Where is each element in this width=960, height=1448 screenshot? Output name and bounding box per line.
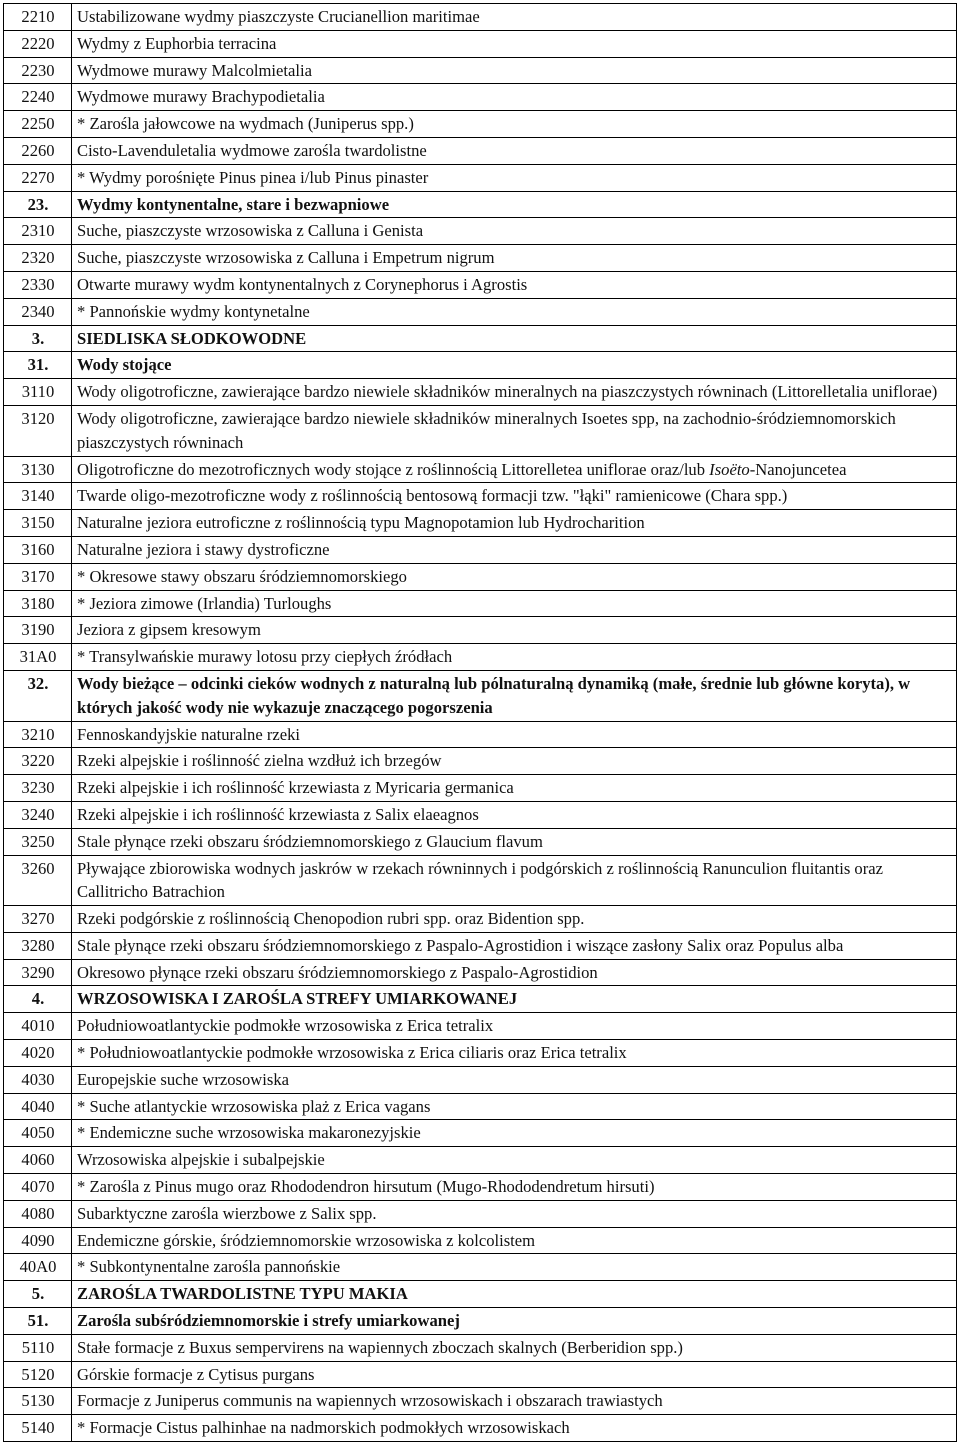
habitat-name: [72, 1066, 957, 1093]
habitat-name: [72, 670, 957, 721]
habitat-name: [72, 483, 957, 510]
habitat-code: 5130: [4, 1388, 72, 1415]
table-row: [4, 218, 957, 245]
table-row: [4, 644, 957, 671]
habitat-name: [72, 352, 957, 379]
habitat-name-text: * Zarośla z Pinus mugo oraz Rhododendron hirsutum (Mugo-Rhododendretum hirsuti): [77, 1177, 655, 1197]
habitat-code: 3160: [4, 536, 72, 563]
habitat-name: [72, 1013, 957, 1040]
habitat-name-text: Endemiczne górskie, śródziemnomorskie wrzosowiska z kolcolistem: [77, 1230, 536, 1250]
habitat-name: [72, 563, 957, 590]
table-row: [4, 164, 957, 191]
habitat-name: [72, 456, 957, 483]
habitat-name-text: Rzeki alpejskie i ich roślinność krzewiasta z Salix elaeagnos: [77, 804, 479, 824]
habitat-code: 4080: [4, 1200, 72, 1227]
habitat-name: [72, 379, 957, 406]
habitat-name: [72, 111, 957, 138]
habitat-code: 4090: [4, 1227, 72, 1254]
habitat-name-text: * Endemiczne suche wrzosowiska makaronezyjskie: [77, 1123, 421, 1143]
habitat-name: [72, 510, 957, 537]
habitat-name: [72, 536, 957, 563]
habitat-name-text: Wydmy z Euphorbia terracina: [77, 33, 277, 53]
table-row: [4, 721, 957, 748]
habitat-name: [72, 1200, 957, 1227]
habitat-name: [72, 218, 957, 245]
habitat-name: [72, 959, 957, 986]
habitat-code: 3230: [4, 775, 72, 802]
habitat-code: 3120: [4, 405, 72, 456]
table-row: [4, 801, 957, 828]
habitat-name: [72, 4, 957, 31]
table-row: [4, 1174, 957, 1201]
habitat-name-text: Ustabilizowane wydmy piaszczyste Crucianellion maritimae: [77, 7, 480, 26]
habitat-name: [72, 644, 957, 671]
table-row: [4, 456, 957, 483]
table-row: [4, 1093, 957, 1120]
habitat-code: 3280: [4, 932, 72, 959]
habitat-name-text: Cisto-Lavenduletalia wydmowe zarośla twardolistne: [77, 140, 427, 160]
table-row: [4, 84, 957, 111]
habitat-code: 3130: [4, 456, 72, 483]
habitat-code: 3260: [4, 855, 72, 906]
habitat-name-text: Subarktyczne zarośla wierzbowe z Salix spp.: [77, 1203, 377, 1223]
table-row: [4, 563, 957, 590]
habitat-name: [72, 1308, 957, 1335]
habitat-name-text: Europejskie suche wrzosowiska: [77, 1069, 289, 1089]
habitat-code: 3150: [4, 510, 72, 537]
habitat-code: 4020: [4, 1040, 72, 1067]
habitat-name: [72, 298, 957, 325]
habitat-code: 2240: [4, 84, 72, 111]
habitat-name-text: Stałe formacje z Buxus sempervirens na wapiennych zboczach skalnych (Berberidion spp.): [77, 1337, 683, 1357]
habitat-code: 2330: [4, 271, 72, 298]
habitat-name: [72, 30, 957, 57]
habitat-name-text: Rzeki alpejskie i ich roślinność krzewiasta z Myricaria germanica: [77, 778, 514, 798]
table-row: [4, 932, 957, 959]
habitat-name-text: Otwarte murawy wydm kontynentalnych z Corynephorus i Agrostis: [77, 274, 528, 294]
habitat-name-text: * Południowoatlantyckie podmokłe wrzosowiska z Erica ciliaris oraz Erica tetralix: [77, 1043, 627, 1063]
habitat-name: [72, 1040, 957, 1067]
table-row: [4, 30, 957, 57]
habitat-code: 5120: [4, 1361, 72, 1388]
habitat-name: [72, 828, 957, 855]
habitat-code: 4030: [4, 1066, 72, 1093]
habitat-name: [72, 1120, 957, 1147]
habitat-name-text: ZAROŚLA TWARDOLISTNE TYPU MAKIA: [77, 1284, 408, 1304]
habitat-name-text: Twarde oligo-mezotroficzne wody z roślinnością bentosową formacji tzw. "łąki" ramienicowe (Chara spp.): [77, 486, 788, 506]
habitat-name-text: Stale płynące rzeki obszaru śródziemnomorskiego z Paspalo-Agrostidion i wiszące zasłony Salix oraz Populus alba: [77, 935, 844, 955]
habitat-name: [72, 1093, 957, 1120]
habitat-name: [72, 164, 957, 191]
habitat-name-text: Rzeki podgórskie z roślinnością Chenopodion rubri spp. oraz Bidention spp.: [77, 909, 585, 929]
habitat-code: 3270: [4, 906, 72, 933]
habitat-name-text: Pływające zbiorowiska wodnych jaskrów w rzekach równinnych i podgórskich z roślinnością Ranunculion fluitantis oraz Callitricho Batrachion: [77, 858, 883, 902]
table-row: [4, 906, 957, 933]
habitat-code: 2220: [4, 30, 72, 57]
habitat-name: [72, 721, 957, 748]
habitat-name: [72, 1227, 957, 1254]
group-row: [4, 1308, 957, 1335]
habitat-name: [72, 855, 957, 906]
table-row: [4, 271, 957, 298]
habitat-codes-table: [3, 3, 957, 1442]
habitat-name-text: * Subkontynentalne zarośla pannońskie: [77, 1257, 341, 1277]
table-row: [4, 1334, 957, 1361]
habitat-code: 5.: [4, 1281, 72, 1308]
table-row: [4, 483, 957, 510]
habitat-code: 3220: [4, 748, 72, 775]
table-row: [4, 1254, 957, 1281]
habitat-name-text: Wody bieżące – odcinki cieków wodnych z naturalną lub pólnaturalną dynamiką (małe, średnie lub główne koryta), w których jakość wody nie wykazuje znaczącego pogorszenia: [77, 673, 911, 717]
habitat-name-text: Południowoatlantyckie podmokłe wrzosowiska z Erica tetralix: [77, 1016, 494, 1036]
habitat-code: 51.: [4, 1308, 72, 1335]
habitat-name: [72, 1281, 957, 1308]
table-row: [4, 510, 957, 537]
table-row: [4, 111, 957, 138]
habitat-code: 3170: [4, 563, 72, 590]
table-row: [4, 405, 957, 456]
habitat-name: [72, 1147, 957, 1174]
habitat-name: [72, 1174, 957, 1201]
table-row: [4, 298, 957, 325]
habitat-name: [72, 590, 957, 617]
habitat-name: [72, 748, 957, 775]
habitat-code: 3290: [4, 959, 72, 986]
table-row: [4, 1040, 957, 1067]
habitat-name: [72, 906, 957, 933]
habitat-name: [72, 57, 957, 84]
habitat-name-text: Rzeki alpejskie i roślinność zielna wzdłuż ich brzegów: [77, 751, 442, 771]
table-row: [4, 1361, 957, 1388]
habitat-name-text: Suche, piaszczyste wrzosowiska z Calluna i Empetrum nigrum: [77, 248, 495, 268]
habitat-name-text: SIEDLISKA SŁODKOWODNE: [77, 328, 307, 348]
habitat-name: [72, 245, 957, 272]
table-row: [4, 828, 957, 855]
table-row: [4, 1147, 957, 1174]
habitat-code: 2230: [4, 57, 72, 84]
table-row: [4, 1415, 957, 1442]
habitat-name-text: * Jeziora zimowe (Irlandia) Turloughs: [77, 593, 332, 613]
habitat-name: [72, 801, 957, 828]
habitat-code: 3250: [4, 828, 72, 855]
habitat-code: 5140: [4, 1415, 72, 1442]
habitat-name-text: Wydmowe murawy Malcolmietalia: [77, 60, 312, 80]
habitat-code: 2210: [4, 4, 72, 31]
habitat-code: 4070: [4, 1174, 72, 1201]
group-row: [4, 352, 957, 379]
habitat-name-text: Wydmowe murawy Brachypodietalia: [77, 87, 325, 107]
habitat-code: 32.: [4, 670, 72, 721]
habitat-name: [72, 1361, 957, 1388]
habitat-name-text: * Pannońskie wydmy kontynetalne: [77, 301, 310, 321]
habitat-name-text: Jeziora z gipsem kresowym: [77, 620, 261, 640]
habitat-name-text: Wody oligotroficzne, zawierające bardzo niewiele składników mineralnych na piaszczystych równinach (Littorelletalia uniflorae): [77, 382, 938, 402]
habitat-code: 4010: [4, 1013, 72, 1040]
habitat-name: [72, 932, 957, 959]
habitat-code: 4050: [4, 1120, 72, 1147]
group-row: [4, 670, 957, 721]
habitat-code: 3.: [4, 325, 72, 352]
habitat-name: [72, 1388, 957, 1415]
habitat-name: [72, 271, 957, 298]
habitat-code: 5110: [4, 1334, 72, 1361]
table-row: [4, 775, 957, 802]
table-row: [4, 4, 957, 31]
table-row: [4, 959, 957, 986]
table-row: [4, 536, 957, 563]
table-body: [4, 4, 957, 1442]
habitat-name-text: Zarośla subśródziemnomorskie i strefy umiarkowanej: [77, 1311, 460, 1331]
table-row: [4, 1066, 957, 1093]
table-row: [4, 1200, 957, 1227]
habitat-name-italic: Isoëto-: [709, 459, 756, 479]
table-row: [4, 1388, 957, 1415]
habitat-code: 23.: [4, 191, 72, 218]
habitat-code: 3110: [4, 379, 72, 406]
table-row: [4, 379, 957, 406]
habitat-name-text: Fennoskandyjskie naturalne rzeki: [77, 724, 301, 744]
habitat-name-text: * Zarośla jałowcowe na wydmach (Juniperus spp.): [77, 114, 414, 134]
table-row: [4, 137, 957, 164]
table-row: [4, 57, 957, 84]
habitat-code: 31A0: [4, 644, 72, 671]
habitat-code: 2270: [4, 164, 72, 191]
section-row: [4, 1281, 957, 1308]
habitat-code: 2340: [4, 298, 72, 325]
table-row: [4, 245, 957, 272]
habitat-code: 2250: [4, 111, 72, 138]
habitat-name-text: Suche, piaszczyste wrzosowiska z Calluna i Genista: [77, 221, 424, 241]
habitat-code: 2320: [4, 245, 72, 272]
habitat-code: 4060: [4, 1147, 72, 1174]
habitat-code: 2310: [4, 218, 72, 245]
table-row: [4, 1013, 957, 1040]
habitat-name-text: Górskie formacje z Cytisus purgans: [77, 1364, 315, 1384]
habitat-name: [72, 1415, 957, 1442]
habitat-name: [72, 1334, 957, 1361]
habitat-name-text: Okresowo płynące rzeki obszaru śródziemnomorskiego z Paspalo-Agrostidion: [77, 962, 598, 982]
table-row: [4, 590, 957, 617]
habitat-name: [72, 775, 957, 802]
habitat-code: 3240: [4, 801, 72, 828]
habitat-name-text: * Okresowe stawy obszaru śródziemnomorskiego: [77, 566, 407, 586]
habitat-code: 4040: [4, 1093, 72, 1120]
habitat-name-text: Wrzosowiska alpejskie i subalpejskie: [77, 1150, 325, 1170]
habitat-code: 40A0: [4, 1254, 72, 1281]
habitat-name: [72, 617, 957, 644]
habitat-name: [72, 137, 957, 164]
habitat-name: [72, 191, 957, 218]
habitat-code: 31.: [4, 352, 72, 379]
habitat-name-text: WRZOSOWISKA I ZAROŚLA STREFY UMIARKOWANEJ: [77, 989, 518, 1009]
habitat-name-text: * Transylwańskie murawy lotosu przy ciepłych źródłach: [77, 647, 453, 667]
section-row: [4, 986, 957, 1013]
habitat-code: 3180: [4, 590, 72, 617]
habitat-name: [72, 84, 957, 111]
habitat-code: 4.: [4, 986, 72, 1013]
habitat-name-text: Naturalne jeziora eutroficzne z roślinnością typu Magnopotamion lub Hydrocharition: [77, 513, 645, 533]
table-row: [4, 1120, 957, 1147]
group-row: [4, 191, 957, 218]
habitat-name-text: Naturalne jeziora i stawy dystroficzne: [77, 539, 330, 559]
habitat-name-text: Wody stojące: [77, 355, 172, 375]
habitat-name-continuation: Nanojuncetea: [755, 459, 847, 479]
table-row: [4, 1227, 957, 1254]
habitat-name: [72, 1254, 957, 1281]
table-row: [4, 855, 957, 906]
table-row: [4, 617, 957, 644]
habitat-name-text: * Wydmy porośnięte Pinus pinea i/lub Pinus pinaster: [77, 167, 429, 187]
habitat-name-text: Wydmy kontynentalne, stare i bezwapniowe: [77, 194, 390, 214]
habitat-name-text: Oligotroficzne do mezotroficznych wody stojące z roślinnością Littorelletea uniflorae oraz/lub: [77, 459, 710, 479]
habitat-name: [72, 405, 957, 456]
habitat-name: [72, 986, 957, 1013]
habitat-name-text: Wody oligotroficzne, zawierające bardzo niewiele składników mineralnych Isoetes spp, na zachodnio-śródziemnomorskich piaszczystych równinach: [77, 408, 896, 452]
table-row: [4, 748, 957, 775]
habitat-name-text: * Formacje Cistus palhinhae na nadmorskich podmokłych wrzosowiskach: [77, 1418, 570, 1438]
habitat-code: 2260: [4, 137, 72, 164]
habitat-name-text: Formacje z Juniperus communis na wapiennych wrzosowiskach i obszarach trawiastych: [77, 1391, 663, 1411]
section-row: [4, 325, 957, 352]
habitat-code: 3210: [4, 721, 72, 748]
habitat-name: [72, 325, 957, 352]
habitat-code: 3140: [4, 483, 72, 510]
habitat-code: 3190: [4, 617, 72, 644]
habitat-name-text: * Suche atlantyckie wrzosowiska plaż z Erica vagans: [77, 1096, 431, 1116]
habitat-name-text: Stale płynące rzeki obszaru śródziemnomorskiego z Glaucium flavum: [77, 831, 543, 851]
